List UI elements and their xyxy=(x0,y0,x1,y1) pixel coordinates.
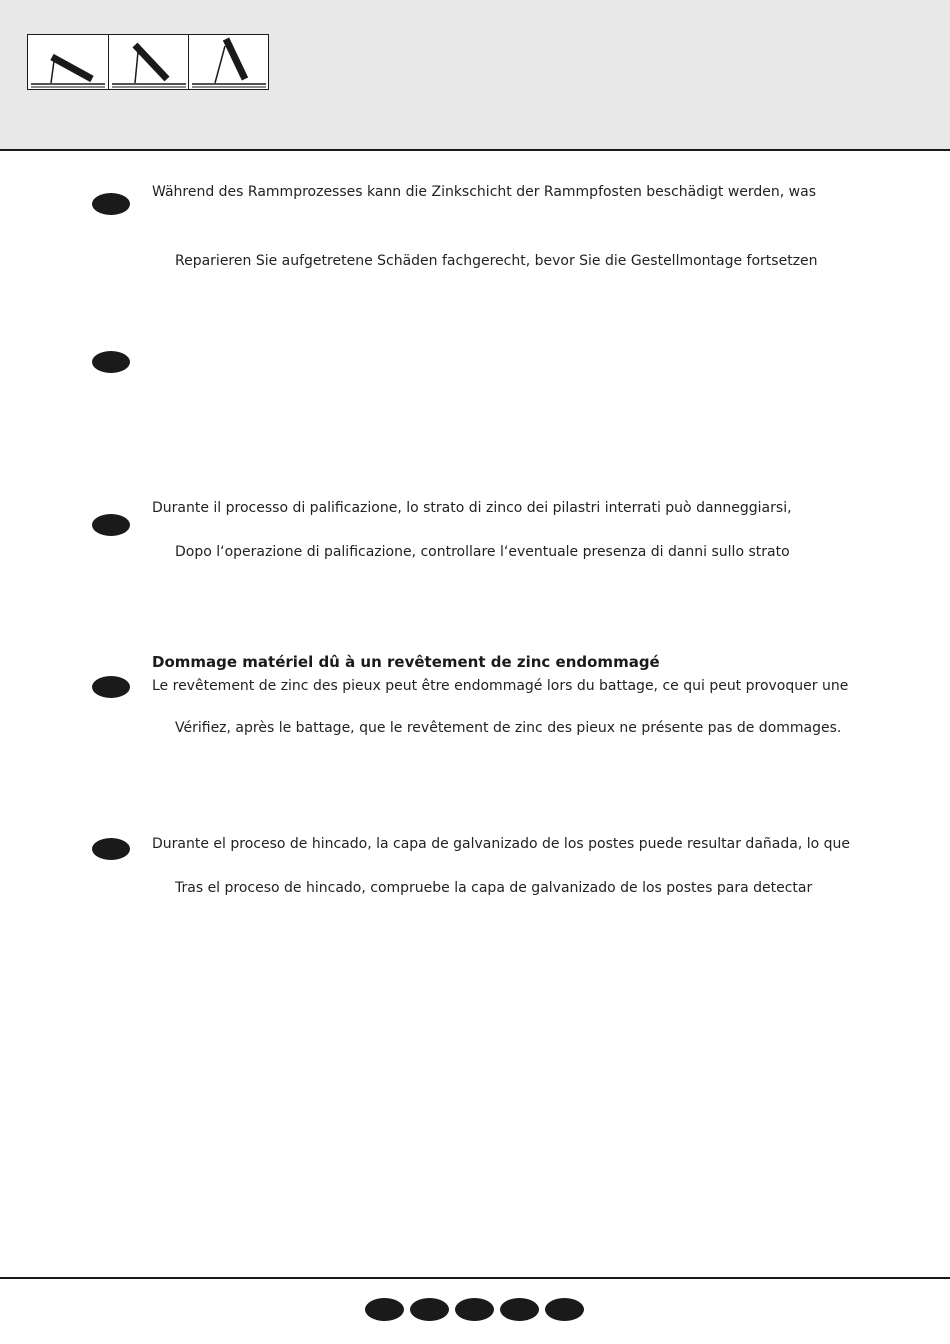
action-text-fr: Vérifiez, après le battage, que le revêtement de zinc des pieux ne présente pas de dommages. xyxy=(175,720,842,736)
warning-text-de: Während des Rammprozesses kann die Zinkschicht der Rammpfosten beschädigt werden, was xyxy=(152,184,816,200)
warning-text-es: Durante el proceso de hincado, la capa de galvanizado de los postes puede resultar dañada, lo que xyxy=(152,836,850,852)
language-badge-es xyxy=(92,838,130,860)
roof-mount-medium-angle-icon xyxy=(108,35,188,89)
warning-heading-fr: Dommage matériel dû à un revêtement de zinc endommagé xyxy=(152,653,660,671)
page-dot xyxy=(500,1298,539,1321)
action-text-es: Tras el proceso de hincado, compruebe la capa de galvanizado de los postes para detectar xyxy=(175,880,813,896)
action-text-de: Reparieren Sie aufgetretene Schäden fachgerecht, bevor Sie die Gestellmontage fortsetzen xyxy=(175,253,818,269)
header-divider xyxy=(0,149,950,151)
mounting-angle-icon-strip xyxy=(27,34,269,90)
warning-text-it: Durante il processo di palificazione, lo strato di zinco dei pilastri interrati può danneggiarsi, xyxy=(152,500,792,516)
action-text-it: Dopo l‘operazione di palificazione, controllare l‘eventuale presenza di danni sullo strato xyxy=(175,544,790,560)
page-dot xyxy=(455,1298,494,1321)
roof-mount-low-angle-icon xyxy=(28,35,108,89)
language-badge-en xyxy=(92,351,130,373)
page-language-indicators xyxy=(365,1298,584,1321)
language-badge-fr xyxy=(92,676,130,698)
footer-divider xyxy=(0,1277,950,1279)
page-dot xyxy=(410,1298,449,1321)
warning-text-fr: Le revêtement de zinc des pieux peut être endommagé lors du battage, ce qui peut provoquer une xyxy=(152,678,849,694)
page-dot xyxy=(365,1298,404,1321)
page-dot xyxy=(545,1298,584,1321)
roof-mount-steep-angle-icon xyxy=(188,35,268,89)
language-badge-de xyxy=(92,193,130,215)
language-badge-it xyxy=(92,514,130,536)
